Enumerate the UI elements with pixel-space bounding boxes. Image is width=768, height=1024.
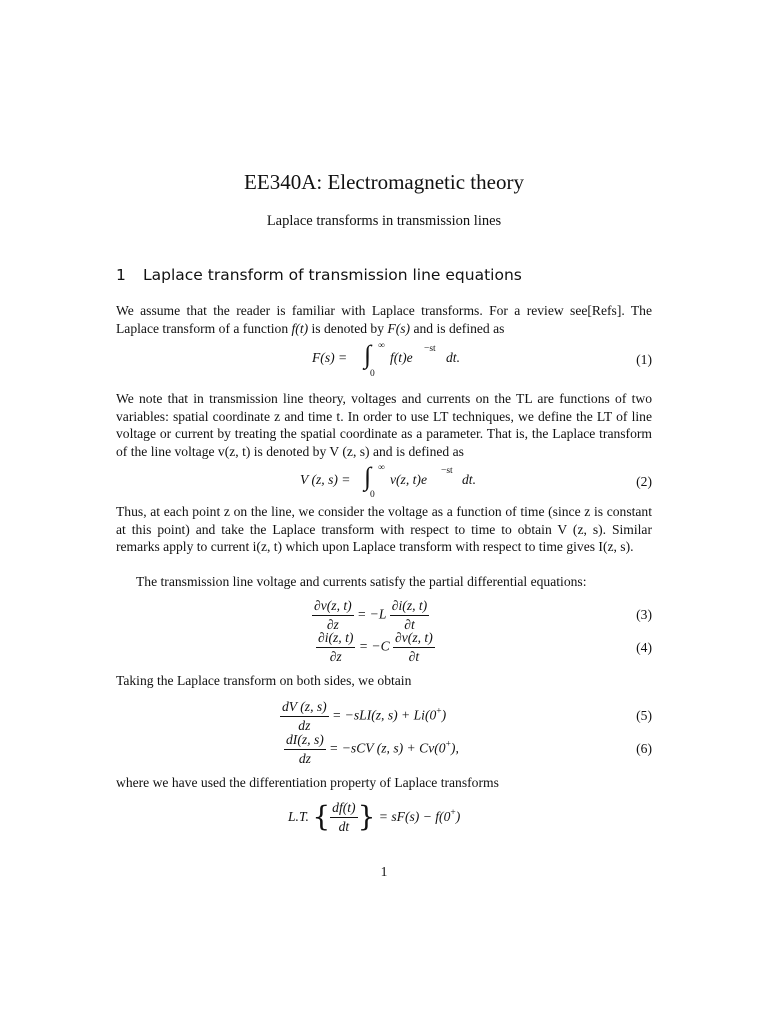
page-number: 1 (380, 864, 388, 879)
paragraph-laplace-both-sides: Taking the Laplace transform on both sides, we obtain (116, 673, 412, 688)
integral-sign: ∫ (364, 340, 372, 369)
equation-number: (1) (636, 352, 652, 367)
section-heading (116, 266, 522, 284)
paragraph-two-variables: We note that in transmission line theory, voltages and currents on the TL are functions of two variables: spatial coordinate z and time t. In order to use LT techniques, we define the LT of line voltage or current by treating the spatial coordinate as a parameter. That is, the Laplace transform of the line voltage v(z, t) is denoted by V (z, s) and is defined as (116, 391, 652, 459)
equation-number: (4) (636, 640, 652, 655)
document-subtitle: Laplace transforms in transmission lines (266, 213, 502, 229)
equation-number: (5) (636, 708, 652, 723)
equation-differentiation-property: L.T. { $\frac{df(t)}{dt}$ } = sF(s) − f(0+) (288, 800, 461, 835)
equation-number: (3) (636, 607, 652, 622)
integral-sign: ∫ (364, 462, 372, 491)
math-Fs: F(s) (387, 320, 411, 336)
equation-number: (6) (636, 741, 652, 756)
equation-1: F(s) = ∫ ∞ 0 f(t)e −st dt. (1) (312, 340, 652, 379)
paragraph-intro: We assume that the reader is familiar with Laplace transforms. For a review see[Refs]. The Laplace transform of a function f(t) is denoted by F(s) and is defined as (116, 303, 652, 336)
paragraph-pde-intro: The transmission line voltage and currents satisfy the partial differential equations: (136, 574, 587, 589)
equation-3: $\frac{\partial v(z, t)}{\partial z}$ = −L $\frac{\partial i(z, t)}{\partial t}$ (3) (314, 598, 652, 632)
section-title: Laplace transform of transmission line equations (143, 266, 522, 284)
equation-6: $\frac{dI(z, s)}{dz}$ = −sCV (z, s) + Cv(0+), (6) (286, 732, 652, 766)
math-ft: f(t) (291, 320, 309, 336)
paragraph-point-z: Thus, at each point z on the line, we consider the voltage as a function of time (since z is constant at this point) and take the Laplace transform with respect to time to obtain V (z, s). Similar remarks apply to current i(z, t) which upon Laplace transform with respect to time gives I(z, s). (116, 504, 652, 554)
equation-5: $\frac{dV (z, s)}{dz}$ = −sLI(z, s) + Li(0+) (5) (282, 699, 652, 733)
equation-4: $\frac{\partial i(z, t)}{\partial z}$ = −C $\frac{\partial v(z, t)}{\partial t}$ (4) (318, 630, 652, 664)
paragraph-differentiation-property: where we have used the differentiation property of Laplace transforms (116, 775, 499, 790)
equation-2: V (z, s) = ∫ ∞ 0 v(z, t)e −st dt. (2) (300, 462, 652, 500)
equation-number: (2) (636, 474, 652, 489)
document-title: EE340A: Electromagnetic theory (244, 170, 524, 194)
section-number: 1 (116, 266, 126, 284)
